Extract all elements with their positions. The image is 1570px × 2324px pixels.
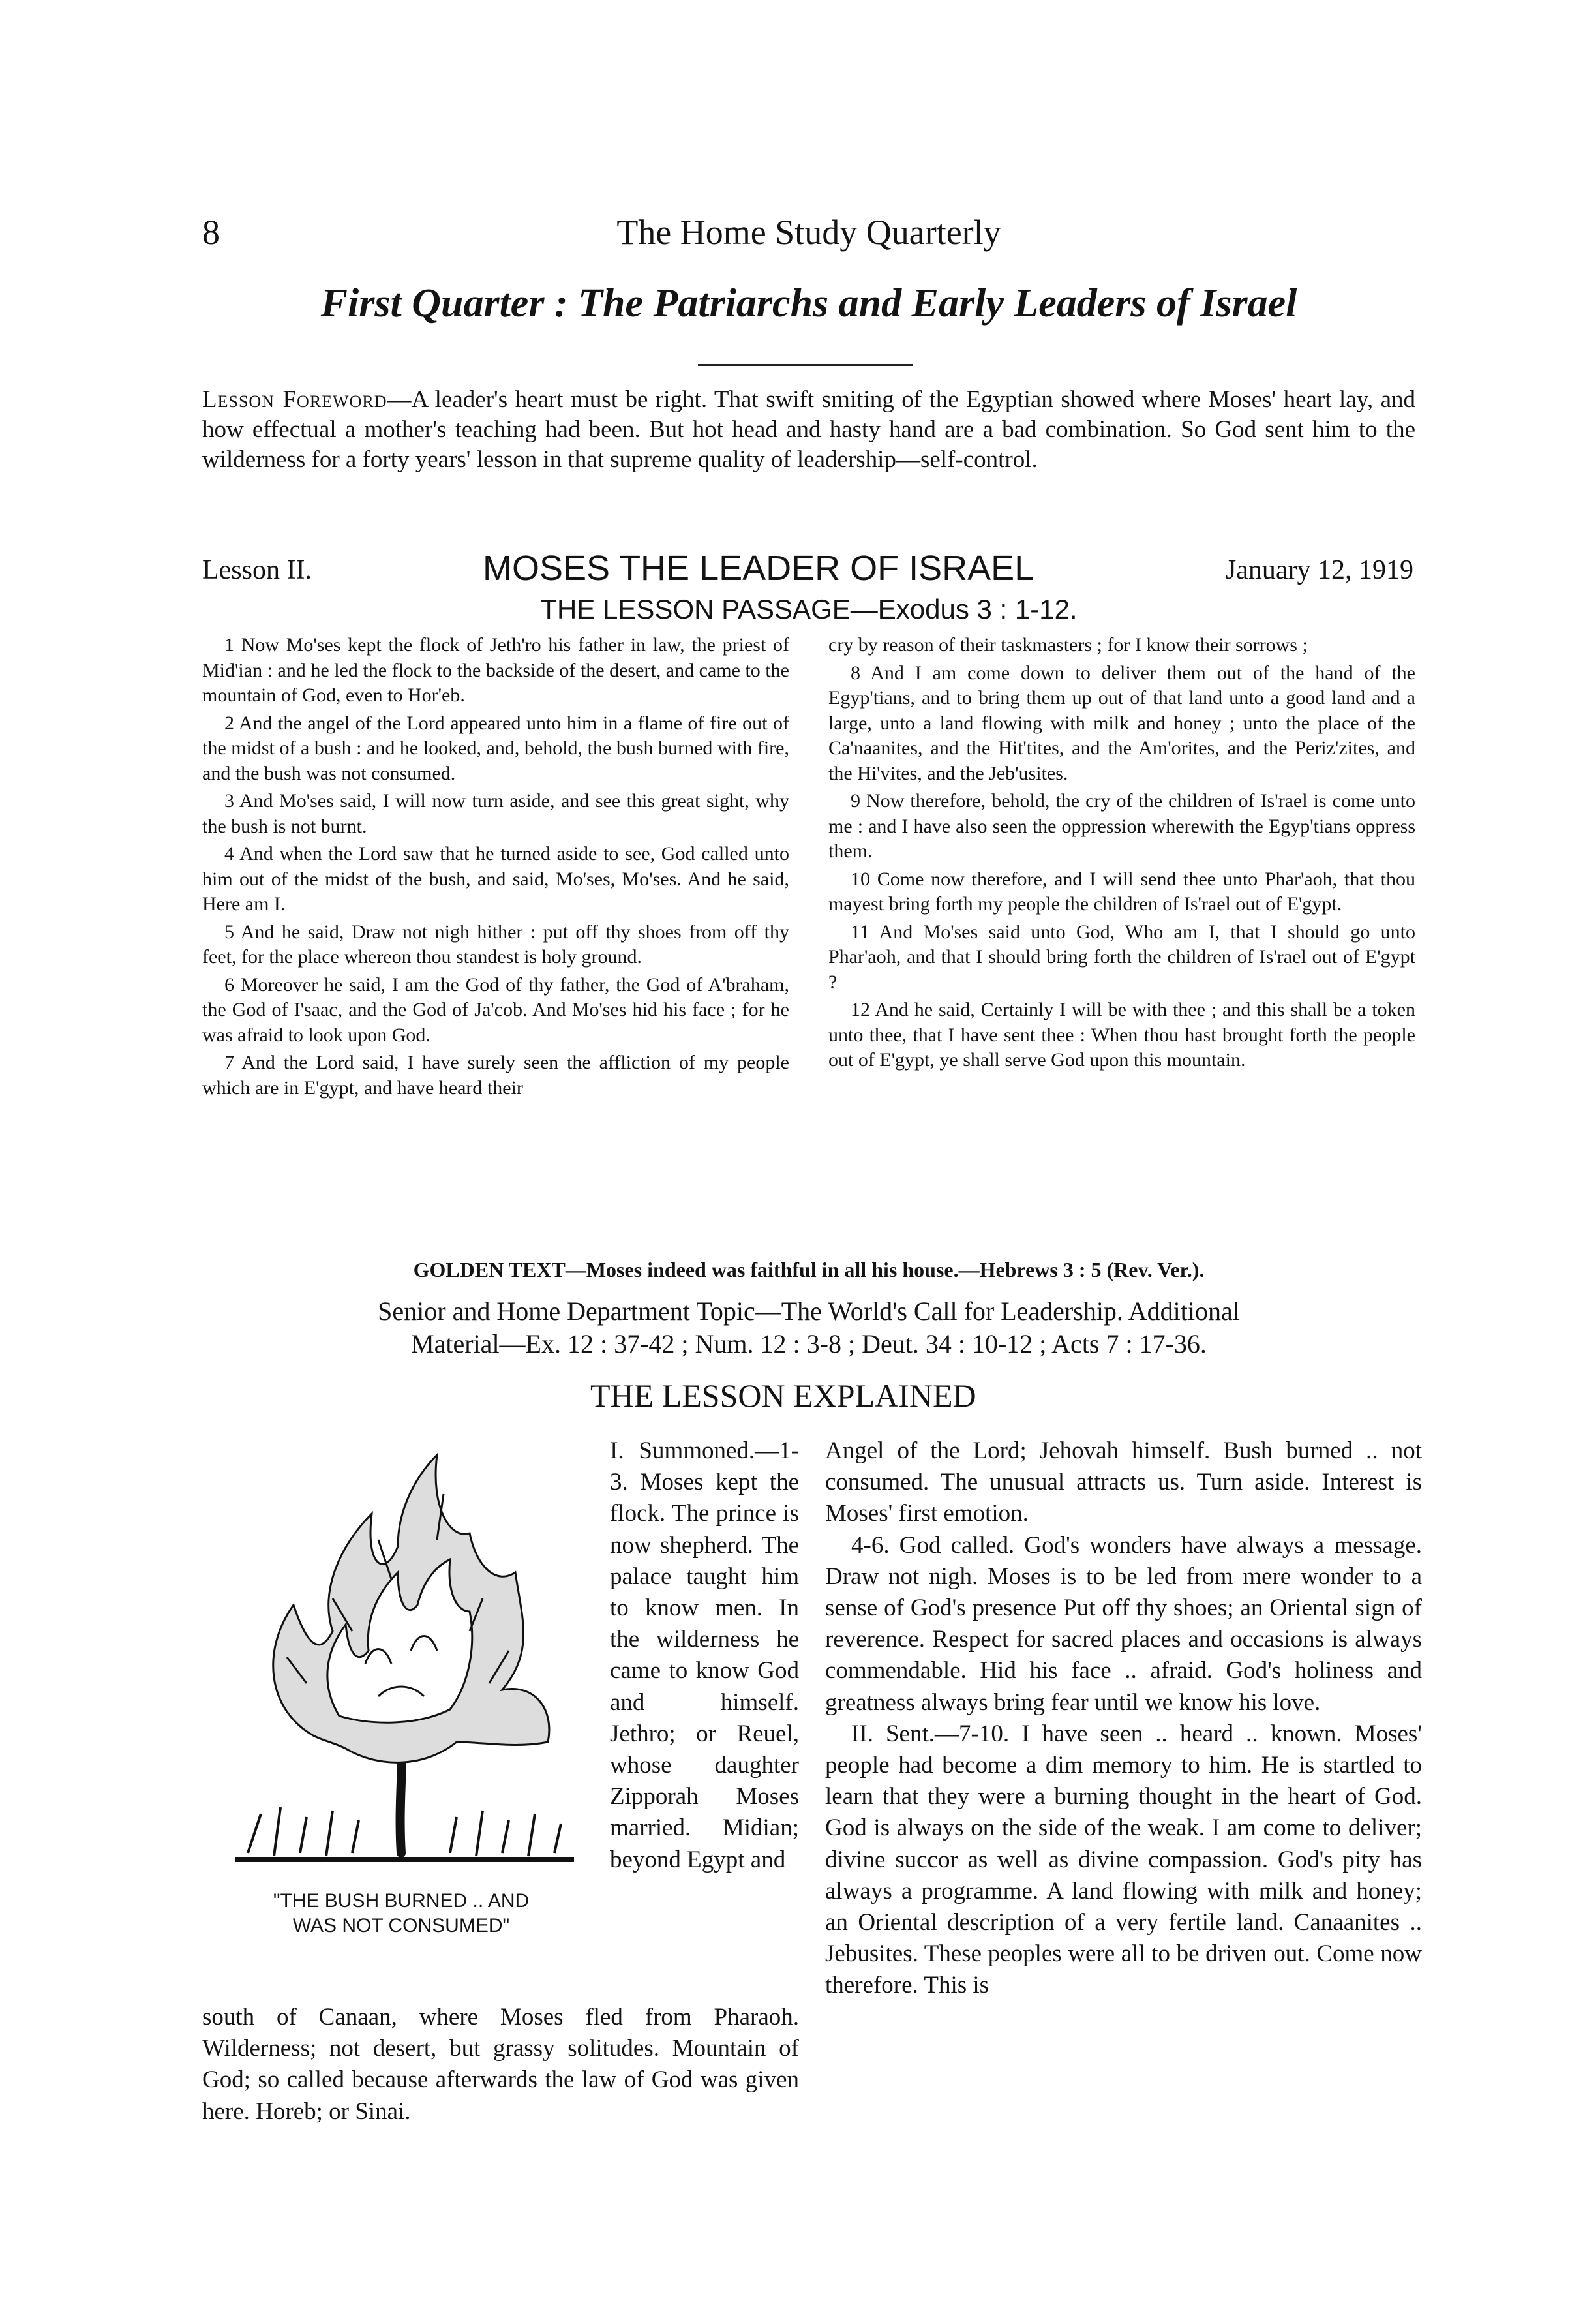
topic-line: Senior and Home Department Topic—The World's Call for Leadership. Additional [378,1296,1240,1326]
verse: 4 And when the Lord saw that he turned aside to see, God called unto him out of the midst of the bush, and said, Mo'ses, Mo'ses. And he said, Here am I. [202,843,789,915]
topic-line: Material—Ex. 12 : 37-42 ; Num. 12 : 3-8 ; Deut. 34 : 10-12 ; Acts 7 : 17-36. [411,1329,1207,1358]
verse: 12 And he said, Certainly I will be with thee ; and this shall be a token unto thee, that I have sent thee : When thou hast brought forth the people out of E'gypt, ye shall serve God upon this mountain. [828,999,1415,1071]
passage-heading: THE LESSON PASSAGE—Exodus 3 : 1-12. [540,594,1078,624]
explained-narrow-column: I. Summoned.—1-3. Moses kept the flock. The prince is now shepherd. The palace taught him to know men. In the wilderness he came to know God and himself. Jethro; or Reuel, whose daughter Zipporah Moses married. Midian; beyond Egypt and [610,1437,799,1873]
foreword-text: —A leader's heart must be right. That swift smiting of the Egyptian showed where Moses' heart lay, and how effectual a mother's teaching had been. But hot head and hasty hand are a bad combination. So God sent him to the wilderness for a forty years' lesson in that supreme quality of leadership—self-control. [202,386,1416,473]
quarter-title: First Quarter : The Patriarchs and Early Leaders of Israel [320,281,1297,326]
verse: 6 Moreover he said, I am the God of thy father, the God of A'braham, the God of I'saac, and the God of Ja'cob. And Mo'ses hid his face ; for he was afraid to look upon God. [202,973,789,1046]
lesson-title: MOSES THE LEADER OF ISRAEL [483,549,1034,588]
verse: 2 And the angel of the Lord appeared unto him in a flame of fire out of the midst of a bush : and he looked, and, behold, the bush burned with fire, and the bush was not consumed. [202,712,789,784]
burning-bush-illustration [209,1435,594,1879]
explained-right-column [825,1435,1422,2002]
caption-line: WAS NOT CONSUMED" [292,1915,510,1936]
explained-paragraph: II. Sent.—7-10. I have seen .. heard .. known. Moses' people had become a dim memory to him. He is startled to learn that they were a burning thought in the heart of God. God is always on the side of the weak. I am come to deliver; divine succor as well as divine compassion. God's pity has always a programme. A land flowing with milk and honey; an Oriental description of a very fertile land. Canaanites .. Jebusites. These peoples were all to be driven out. Come now therefore. This is [825,1720,1422,1999]
divider-rule [698,364,913,366]
figure-caption [202,1889,600,1938]
running-head [202,212,1415,258]
topic-block [202,1295,1415,1360]
verse-continuation: cry by reason of their taskmasters ; for I know their sorrows ; [828,634,1308,656]
caption-line: "THE BUSH BURNED .. AND [273,1890,530,1912]
foreword-label: Lesson Foreword [202,386,387,413]
explained-paragraph: Angel of the Lord; Jehovah himself. Bush burned .. not consumed. The unusual attracts us. Turn aside. Interest is Moses' first emotion. [825,1437,1422,1527]
verse: 11 And Mo'ses said unto God, Who am I, that I should go unto Phar'aoh, and that I should bring forth the children of Is'rael out of E'gypt ? [828,921,1415,993]
verse: 10 Come now therefore, and I will send thee unto Phar'aoh, that thou mayest bring forth my people the children of Is'rael out of E'gypt. [828,868,1415,915]
golden-text: GOLDEN TEXT—Moses indeed was faithful in all his house.—Hebrews 3 : 5 (Rev. Ver.). [413,1258,1205,1281]
verse: 8 And I am come down to deliver them out of the hand of the Egyp'tians, and to bring them up out of that land unto a good land and a large, unto a land flowing with milk and honey ; unto the place of the Ca'naanites, and the Hit'tites, and the Am'orites, and the Periz'zites, and the Hi'vites, and the Jeb'usites. [828,662,1415,784]
verse: 3 And Mo'ses said, I will now turn aside, and see this great sight, why the bush is not burnt. [202,790,789,837]
explained-heading: THE LESSON EXPLAINED [590,1377,976,1414]
verse: 7 And the Lord said, I have surely seen the affliction of my people which are in E'gypt, and have heard their [202,1052,789,1099]
explained-left-column: south of Canaan, where Moses fled from Pharaoh. Wilderness; not desert, but grassy solitudes. Mountain of God; so called because afterwards the law of God was given here. Horeb; or Sinai. [202,2004,799,2125]
lesson-date: January 12, 1919 [1225,555,1413,585]
passage-column-left [202,633,789,1103]
verse: 9 Now therefore, behold, the cry of the children of Is'rael is come unto me : and I have also seen the oppression wherewith the Egyp'tians oppress them. [828,790,1415,862]
passage-column-right [828,633,1415,1076]
running-title: The Home Study Quarterly [616,213,1001,252]
verse: 1 Now Mo'ses kept the flock of Jeth'ro his father in law, the priest of Mid'ian : and he led the flock to the backside of the desert, and came to the mountain of God, even to Hor'eb. [202,634,789,706]
page-number: 8 [202,213,220,252]
lesson-foreword [202,385,1415,475]
verse: 5 And he said, Draw not nigh hither : put off thy shoes from off thy feet, for the place whereon thou standest is holy ground. [202,921,789,968]
explained-paragraph: 4-6. God called. God's wonders have always a message. Draw not nigh. Moses is to be led from mere wonder to a sense of God's presence Put off thy shoes; an Oriental sign of reverence. Respect for sacred places and occasions is always commendable. Hid his face .. afraid. God's holiness and greatness always bring fear until we know his love. [825,1531,1422,1716]
lesson-number: Lesson II. [202,555,312,585]
